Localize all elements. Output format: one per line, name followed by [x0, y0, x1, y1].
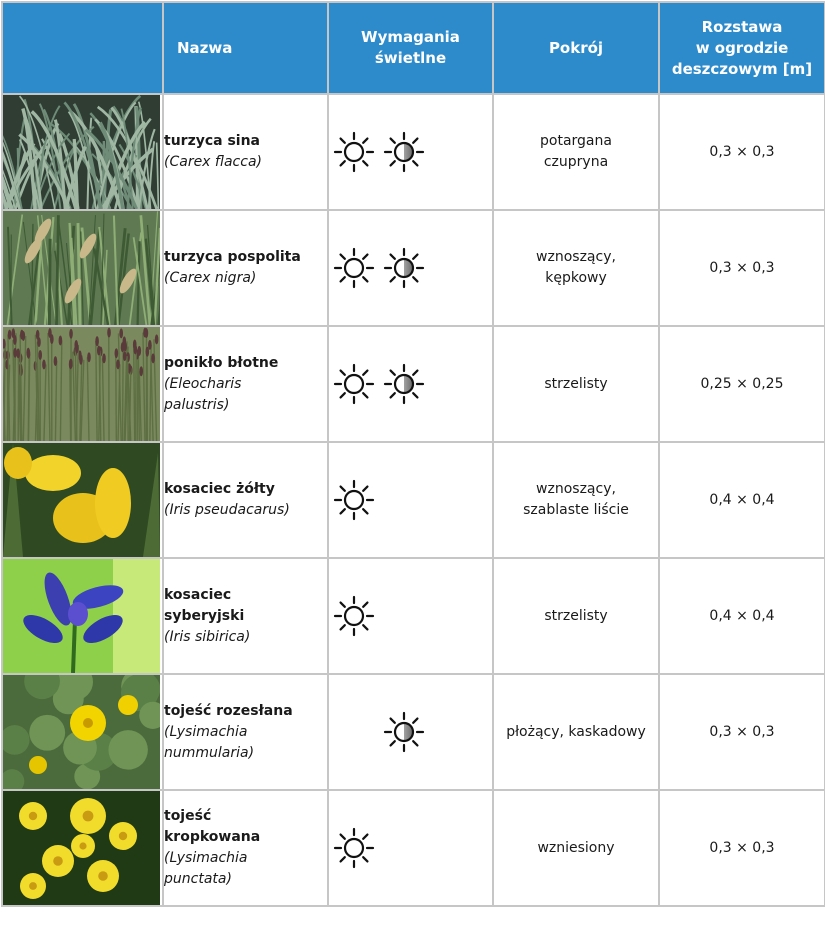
spacing-value: 0,25 × 0,25: [701, 376, 784, 392]
full-sun-icon: [332, 246, 376, 290]
latin-name: nummularia): [164, 743, 327, 764]
light-cell: [328, 674, 493, 790]
sun-ray: [363, 625, 367, 629]
photo-cell: [2, 558, 163, 674]
light-icon-slot: [379, 246, 429, 290]
header-name: Nazwa: [163, 2, 328, 94]
photo-cell: [2, 674, 163, 790]
sun-ray: [363, 139, 367, 143]
spacing-value: 0,4 × 0,4: [709, 608, 774, 624]
header-row: [2, 2, 825, 94]
sun-ray: [341, 277, 345, 281]
sun-ray: [363, 835, 367, 839]
light-cell: [328, 94, 493, 210]
sun-ray: [391, 161, 395, 165]
sun-ray: [391, 139, 395, 143]
light-icon-slot: [379, 362, 429, 406]
partial-shade-icon: [382, 130, 426, 174]
partial-shade-icon: [382, 710, 426, 754]
sun-ray: [413, 741, 417, 745]
latin-name: (Carex flacca): [164, 152, 327, 173]
light-icon-slot: [329, 478, 379, 522]
full-sun-icon: [332, 478, 376, 522]
plant-photo: [3, 559, 160, 673]
spacing-cell: [659, 442, 825, 558]
latin-name: (Eleocharis: [164, 374, 327, 395]
light-icon-slot: [379, 130, 429, 174]
spacing-cell: [659, 210, 825, 326]
spacing-cell: [659, 790, 825, 906]
sun-ray: [341, 161, 345, 165]
sun-ray: [363, 393, 367, 397]
shape-cell: [493, 442, 659, 558]
plant-photo: [3, 211, 160, 325]
light-icon-slot: [379, 710, 429, 754]
plant-photo: [3, 675, 160, 789]
table-row: [2, 442, 825, 558]
name-cell: [163, 790, 328, 906]
sun-ray: [363, 487, 367, 491]
light-cell: [328, 210, 493, 326]
shape-text: wznoszący,: [536, 481, 616, 497]
sun-disc: [345, 839, 363, 857]
sun-disc: [345, 259, 363, 277]
full-sun-icon: [332, 594, 376, 638]
sun-disc: [345, 143, 363, 161]
photo-cell: [2, 790, 163, 906]
photo-cell: [2, 94, 163, 210]
spacing-value: 0,3 × 0,3: [709, 260, 774, 276]
plant-photo: [3, 327, 160, 441]
shape-text: kępkowy: [545, 270, 607, 286]
sun-ray: [413, 139, 417, 143]
name-cell: [163, 94, 328, 210]
sun-ray: [413, 255, 417, 259]
spacing-cell: [659, 326, 825, 442]
spacing-value: 0,3 × 0,3: [709, 724, 774, 740]
latin-name: (Lysimachia: [164, 722, 327, 743]
shape-text: wznoszący,: [536, 249, 616, 265]
name-cell: [163, 558, 328, 674]
latin-name: (Iris sibirica): [164, 627, 327, 648]
latin-name: (Carex nigra): [164, 268, 327, 289]
shape-cell: [493, 790, 659, 906]
spacing-value: 0,4 × 0,4: [709, 492, 774, 508]
header-light-line-1: Wymagania: [361, 28, 460, 46]
latin-name: palustris): [164, 395, 327, 416]
sun-ray: [341, 509, 345, 513]
name-cell: [163, 326, 328, 442]
shape-cell: [493, 558, 659, 674]
shape-text: potargana: [540, 133, 612, 149]
plant-name: tojeść rozesłana: [164, 701, 327, 722]
sun-ray: [413, 719, 417, 723]
sun-ray: [341, 857, 345, 861]
table-row: [2, 326, 825, 442]
header-light: [328, 2, 493, 94]
shape-cell: [493, 674, 659, 790]
latin-name: punctata): [164, 869, 327, 890]
sun-ray: [363, 509, 367, 513]
sun-ray: [341, 255, 345, 259]
header-spacing-line-3: deszczowym [m]: [672, 60, 812, 78]
photo-cell: [2, 442, 163, 558]
light-cell: [328, 558, 493, 674]
table-row: [2, 94, 825, 210]
sun-disc: [345, 491, 363, 509]
latin-name: (Lysimachia: [164, 848, 327, 869]
sun-ray: [363, 857, 367, 861]
sun-ray: [341, 603, 345, 607]
shape-text: strzelisty: [544, 608, 607, 624]
sun-ray: [341, 393, 345, 397]
full-sun-icon: [332, 826, 376, 870]
sun-ray: [413, 371, 417, 375]
light-cell: [328, 790, 493, 906]
plant-name: kosaciec: [164, 585, 327, 606]
shape-cell: [493, 210, 659, 326]
sun-ray: [391, 371, 395, 375]
plant-photo: [3, 791, 160, 905]
shape-cell: [493, 326, 659, 442]
sun-ray: [363, 161, 367, 165]
table-row: [2, 558, 825, 674]
plant-name: kropkowana: [164, 827, 327, 848]
sun-disc: [345, 375, 363, 393]
spacing-cell: [659, 674, 825, 790]
header-light-line-2: świetlne: [375, 49, 446, 67]
light-cell: [328, 442, 493, 558]
photo-cell: [2, 326, 163, 442]
partial-shade-icon: [382, 362, 426, 406]
sun-ray: [391, 393, 395, 397]
name-cell: [163, 674, 328, 790]
latin-name: (Iris pseudacarus): [164, 500, 327, 521]
light-icon-slot: [329, 594, 379, 638]
sun-ray: [341, 139, 345, 143]
plants-table: [1, 1, 825, 907]
plant-name: turzyca sina: [164, 131, 327, 152]
table-row: [2, 210, 825, 326]
sun-ray: [363, 371, 367, 375]
sun-ray: [391, 277, 395, 281]
spacing-value: 0,3 × 0,3: [709, 144, 774, 160]
shape-text: płożący, kaskadowy: [506, 724, 646, 740]
table-row: [2, 674, 825, 790]
header-spacing-line-2: w ogrodzie: [696, 39, 789, 57]
sun-ray: [341, 371, 345, 375]
light-icon-slot: [329, 246, 379, 290]
shape-text: szablaste liście: [523, 502, 629, 518]
plant-name: tojeść: [164, 806, 327, 827]
sun-ray: [413, 393, 417, 397]
sun-ray: [341, 835, 345, 839]
header-photo: [2, 2, 163, 94]
header-spacing-line-1: Rozstawa: [702, 18, 783, 36]
header-spacing: [659, 2, 825, 94]
name-cell: [163, 210, 328, 326]
sun-ray: [391, 719, 395, 723]
plant-name: ponikło błotne: [164, 353, 327, 374]
full-sun-icon: [332, 362, 376, 406]
sun-ray: [413, 277, 417, 281]
full-sun-icon: [332, 130, 376, 174]
spacing-value: 0,3 × 0,3: [709, 840, 774, 856]
sun-ray: [341, 625, 345, 629]
sun-ray: [363, 603, 367, 607]
spacing-cell: [659, 94, 825, 210]
light-icon-slot: [329, 826, 379, 870]
shape-cell: [493, 94, 659, 210]
sun-ray: [363, 277, 367, 281]
shape-text: strzelisty: [544, 376, 607, 392]
partial-shade-icon: [382, 246, 426, 290]
photo-cell: [2, 210, 163, 326]
light-icon-slot: [329, 130, 379, 174]
header-shape: Pokrój: [493, 2, 659, 94]
light-cell: [328, 326, 493, 442]
sun-ray: [391, 255, 395, 259]
light-icon-slot: [329, 362, 379, 406]
plant-photo: [3, 443, 160, 557]
spacing-cell: [659, 558, 825, 674]
sun-ray: [391, 741, 395, 745]
plant-name: syberyjski: [164, 606, 327, 627]
sun-ray: [363, 255, 367, 259]
sun-ray: [413, 161, 417, 165]
shape-text: czupryna: [544, 154, 608, 170]
light-icon-slot: [329, 710, 379, 754]
table-row: [2, 790, 825, 906]
sun-disc: [345, 607, 363, 625]
plant-photo: [3, 95, 160, 209]
plant-name: kosaciec żółty: [164, 479, 327, 500]
plant-name: turzyca pospolita: [164, 247, 327, 268]
name-cell: [163, 442, 328, 558]
sun-ray: [341, 487, 345, 491]
shape-text: wzniesiony: [537, 840, 614, 856]
